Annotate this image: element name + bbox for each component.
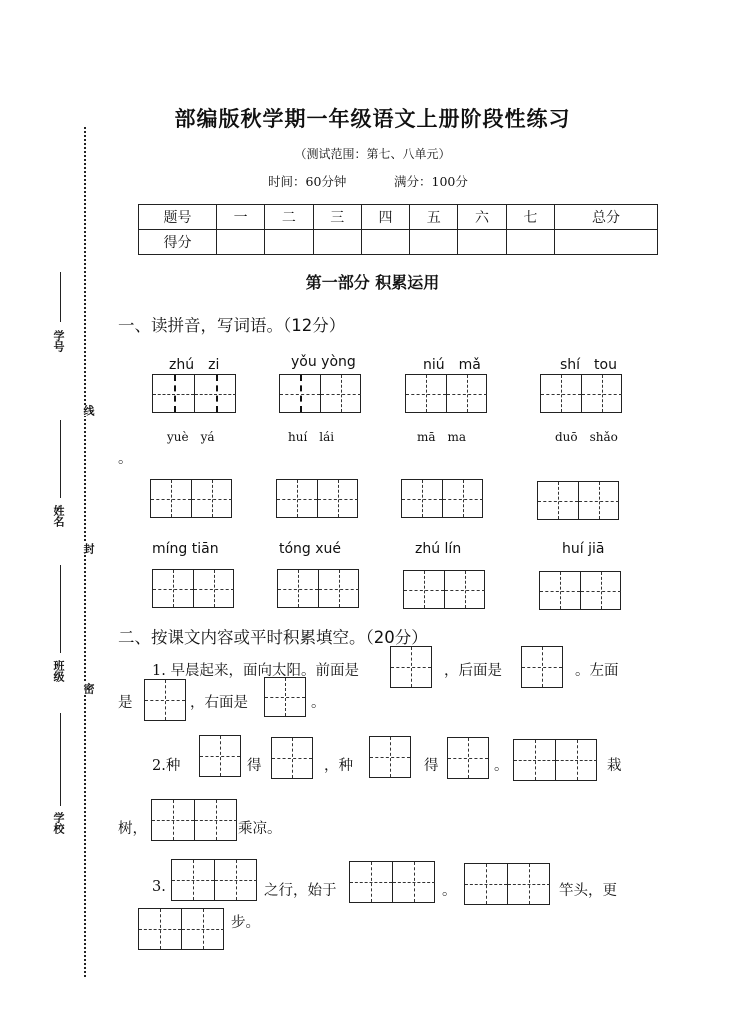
fill-box[interactable] [521,646,563,688]
score-input-cell[interactable] [458,230,506,255]
seal-char-line: 线 [82,405,95,416]
fill-grid[interactable] [171,859,257,901]
pinyin-prompt: yuè yá [167,430,215,444]
writing-grid[interactable] [401,479,483,518]
writing-grid[interactable] [279,374,361,413]
stray-period: 。 [118,451,133,467]
q2-text: 得 [247,758,262,774]
q1-text: 是 [118,695,133,711]
pinyin-prompt: huí jiā [562,541,605,557]
score-header-cell: 一 [217,205,265,230]
test-scope: （测试范围：第七、八单元） [294,147,451,161]
pinyin-prompt: zhú lín [415,541,462,557]
school-line[interactable] [60,713,61,806]
writing-grid[interactable] [150,479,232,518]
writing-grid[interactable] [152,374,236,413]
q3-text: 。 [442,883,457,899]
fill-box[interactable] [264,677,306,717]
margin-label-name: 姓名 [52,505,65,527]
score-header-cell: 五 [410,205,458,230]
fill-box[interactable] [271,737,313,779]
pinyin-prompt: shí tou [560,357,617,373]
writing-grid[interactable] [539,571,621,610]
pinyin-prompt: tóng xué [279,541,342,557]
pinyin-prompt: yǒu yòng [291,354,356,370]
fill-box[interactable] [144,679,186,721]
class-line[interactable] [60,565,61,653]
fill-grid[interactable] [464,863,550,905]
section2-title: 二、按课文内容或平时积累填空。（20分） [118,628,428,647]
writing-grid[interactable] [276,479,358,518]
score-input-cell[interactable] [506,230,554,255]
q2-text: 2.种 [152,758,181,774]
seal-char-secret: 密 [82,683,95,694]
margin-label-student-id: 学号 [52,330,65,352]
score-input-cell[interactable] [361,230,409,255]
q1-text: ，后面是 [444,663,502,679]
fill-grid[interactable] [138,908,224,950]
score-header-cell: 总分 [555,205,658,230]
writing-grid[interactable] [537,481,619,520]
score-input-cell[interactable] [313,230,361,255]
full-score: 满分：100分 [394,174,468,189]
score-table [138,204,658,255]
writing-grid[interactable] [403,570,485,609]
q1-text: 。 [311,695,326,711]
score-header-cell: 三 [313,205,361,230]
q3-text: 竿头，更 [559,883,617,899]
writing-grid[interactable] [277,569,359,608]
q3-text: 3. [152,879,166,895]
score-input-cell[interactable] [217,230,265,255]
exam-time: 时间：60分钟 [268,174,347,189]
q3-text: 之行，始于 [264,883,337,899]
fill-box[interactable] [390,646,432,688]
pinyin-prompt: míng tiān [152,541,219,557]
fill-grid[interactable] [513,739,597,781]
q2-text: 乘凉。 [238,821,282,837]
q3-text: 步。 [231,915,260,931]
margin-label-class: 班级 [52,660,65,682]
score-header-cell: 六 [458,205,506,230]
writing-grid[interactable] [152,569,234,608]
pinyin-prompt: zhú zi [169,357,220,373]
q2-text: 树， [118,821,147,837]
q1-text: 1. 早晨起来，面向太阳。前面是 [152,663,359,679]
margin-label-school: 学校 [52,812,65,834]
fill-box[interactable] [447,737,489,779]
q2-text: ，种 [324,758,353,774]
writing-grid[interactable] [540,374,622,413]
score-header-cell: 二 [265,205,313,230]
page-title: 部编版秋学期一年级语文上册阶段性练习 [174,106,571,131]
fill-box[interactable] [199,735,241,777]
score-table-score-row [139,230,658,255]
fill-box[interactable] [369,736,411,778]
score-table-header-row [139,205,658,230]
score-header-cell: 七 [506,205,554,230]
q2-text: 。 [494,758,509,774]
pinyin-prompt: duō shǎo [555,430,618,444]
seal-char-seal: 封 [82,543,95,554]
score-input-cell[interactable] [265,230,313,255]
q1-text: 。左面 [575,663,619,679]
score-input-cell[interactable] [555,230,658,255]
score-header-cell: 四 [361,205,409,230]
pinyin-prompt: mā ma [417,430,467,444]
fill-grid[interactable] [151,799,237,841]
pinyin-prompt: niú mǎ [423,357,481,373]
name-line[interactable] [60,420,61,498]
q1-text: ，右面是 [190,695,248,711]
score-header-cell: 题号 [139,205,217,230]
q2-text: 栽 [607,758,622,774]
pinyin-prompt: huí lái [288,430,335,444]
fill-grid[interactable] [349,861,435,903]
score-input-cell[interactable] [410,230,458,255]
part1-title: 第一部分 积累运用 [305,273,440,292]
q2-text: 得 [424,758,439,774]
writing-grid[interactable] [405,374,487,413]
score-row-label: 得分 [139,230,217,255]
section1-title: 一、读拼音，写词语。（12分） [118,316,346,335]
